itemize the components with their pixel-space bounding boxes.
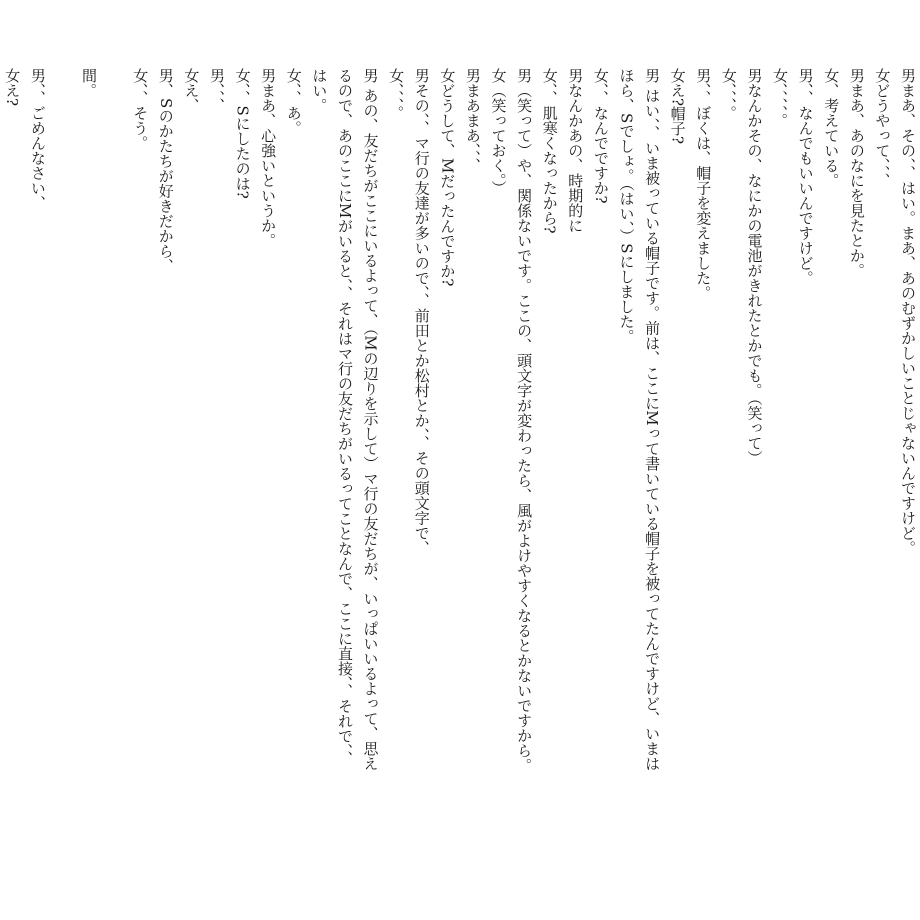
dialogue-line: 女え、 [182, 68, 201, 113]
dialogue-line: 男、、ぼくは、帽子を変えました。 [694, 68, 713, 301]
dialogue-line: 男 あの、友だちがここにいるよって、（Mの辺りを示して）マ行の友だちが、いっぱいいるよって、思え [361, 68, 380, 771]
dialogue-line: 男その、、マ行の友達が多いので、、前田とか松村とか、、その頭文字で、 [412, 68, 431, 556]
dialogue-line: 男まあ、心強いというか。 [259, 68, 278, 248]
dialogue-line: 女、、肌寒くなったから? [540, 68, 559, 234]
dialogue-line: 男（笑って）や、関係ないです。ここの、頭文字が変わったら、風がよけやすくなるとかないですから。 [515, 68, 534, 773]
dialogue-line: ほら、Sでしょ。（はい、）Sにしました。 [617, 68, 636, 344]
stage-direction: 間。 [80, 68, 98, 98]
dialogue-line: 女え? [3, 68, 22, 107]
dialogue-line: 女、考えている。 [822, 68, 841, 188]
dialogue-line: 男、、なんでもいいんですけど。 [796, 68, 815, 286]
dialogue-line: 男まあ、その、、はい。まあ、あのむずかしいことじゃないんですけど。 [899, 68, 917, 556]
dialogue-line: 男、、、 [207, 68, 226, 113]
dialogue-line: 女、、、。 [719, 68, 738, 121]
dialogue-line: 男、Sのかたちが好きだから、 [156, 68, 175, 274]
dialogue-script [0, 68, 920, 908]
dialogue-line: 女どうやって、、、 [873, 68, 892, 188]
dialogue-line: 女、、Sにしたのは? [233, 68, 252, 199]
dialogue-line: 男まあ、あのなにを見たとか。 [847, 68, 866, 278]
dialogue-line: 女、、あ。 [284, 68, 303, 136]
dialogue-line: 女、、そう。 [131, 68, 150, 151]
dialogue-line: 女、、なんでですか? [591, 68, 610, 204]
dialogue-line: 男なんかその、なにかの電池がきれたとかでも。（笑って） [745, 68, 764, 466]
dialogue-line: はい。 [310, 68, 329, 113]
dialogue-line: 男 はい、、いま被っている帽子です。前は、ここにMって書いている帽子を被ってたんですけど、いまは [643, 68, 662, 771]
dialogue-line: 男まあまあ、、、 [463, 68, 482, 173]
dialogue-line: 男、、ごめんなさい、 [28, 68, 47, 211]
dialogue-line: 女、、、。 [387, 68, 406, 121]
dialogue-line: 男なんかあの、時期的に [566, 68, 585, 233]
dialogue-line: 女どうして、Mだったんですか? [438, 68, 457, 287]
dialogue-line: 女え?帽子? [668, 68, 687, 145]
dialogue-line: 女（笑っておく。） [489, 68, 508, 196]
dialogue-line: るので、あのここにMがいると、、それはマ行の友だちがいるってことなんで、ここに直接、、それで、、 [335, 68, 354, 766]
dialogue-line: 女、、、、。 [771, 68, 790, 128]
